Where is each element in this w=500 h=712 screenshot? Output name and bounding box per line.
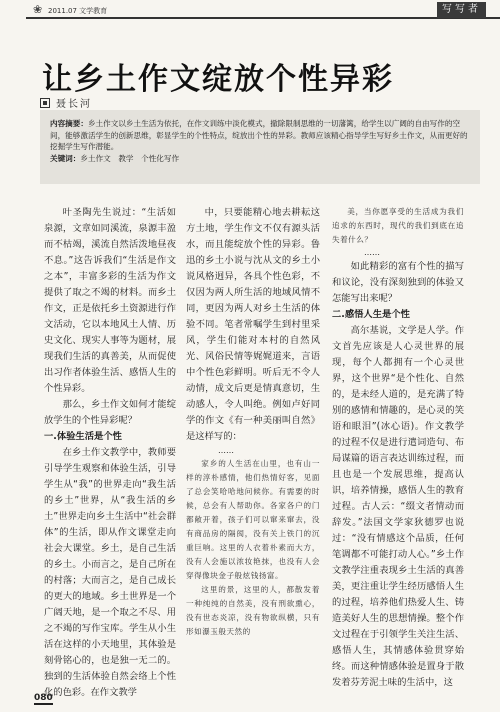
keywords-body: 乡土作文 教学 个性化写作 [80, 153, 180, 163]
paragraph: 在乡土作文教学中，教师要引导学生观察和体验生活，引导学生从“我”的世界走向“我生活的乡土”世界，从“我生活的乡土”世界走向乡土生活中“社会群体”的生活，即从作文课堂走向社会大课堂。乡土，是自己生活的乡土。小而言之，是自己所在的村落；大而言之，是自己成长的更大的地域。乡土世界是一个广阔天地，是一个取之不尽、用之不竭的写作宝库。学生从小生活在这样的小天地里，其体验是刻骨铭心的，也是独一无二的。独到的生活体验自然会络上个性化的色彩。在作文教学 [44, 447, 176, 698]
page-number: 080 [34, 693, 53, 703]
keywords-label: 关键词： [50, 153, 81, 163]
ellipsis: …… [364, 248, 380, 257]
article-title: 让乡土作文绽放个性异彩 [42, 62, 394, 97]
column-3 [332, 205, 464, 691]
section-heading-2: 二.感悟人生是个性 [332, 309, 410, 320]
author-marker-icon [40, 98, 50, 108]
paragraph: 中，只要能精心地去耕耘这方土地，学生作文不仅有源头活水，而且能绽放个性的异彩。鲁迅的乡土小说与沈从文的乡土小说风格迥异，各具个性色彩，不仅因为两人所生活的地域风情不同，更因为两人对乡土生活的体验不同。笔者常嘱学生到村里采风，学生们能对本村的自然风光、风俗民情等娓娓道来，言语中个性色彩鲜明。听后无不令人动情，成文后更是情真意切，生动感人，令人叫绝。例如卢好同学的作文《有一种美丽叫自然》是这样写的： [186, 207, 320, 442]
quoted-excerpt: 美，当你愿享受的生活成为我们追求的东西时，现代的我们到底在追失着什么？ [332, 207, 464, 244]
column-1 [44, 205, 176, 701]
paragraph: 高尔基说，文学是人学。作文首先应该是人心灵世界的展现，每个人都拥有一个心灵世界，这个世界“是个性化、自然的，是未经人道的，是充满了特别的感情和情趣的，是心灵的笑语和眼泪”(冰心语)。作文教学的过程不仅是进行遣词造句、布局谋篇的语言表达训练过程，而且也是一个发展思维，提高认识，培养情操，感悟人生的教育过程。古人云：“缀文者情动而辞发。”法国文学家狄德罗也说过：“没有情感这个品质，任何笔调都不可能打动人心。”乡土作文教学注重表现乡土生活的真善美，更注重让学生经历感悟人生的过程，培养他们热爱人生、铸造美好人生的思想情操。整个作文过程在于引领学生关注生活、感悟人生，其情感体验贯穿始终。而这种情感体验是置身于散发着芬芳泥土味的生活中，这 [332, 325, 464, 688]
paragraph: 如此精彩的富有个性的描写和议论，没有深刻独到的体验又怎能写出来呢？ [332, 261, 464, 304]
quoted-excerpt: 家乡的人生活在山里，也有山一样的淳朴感情，他们热情好客，见面了总会笑哈哈地问候你。有需要的时候，总会有人帮助你。各家各户的门都敞开着，孩子们可以窜来窜去，没有商品房的隔阂，没有关上铁门的沉重巨响。这里的人衣着朴素而大方，没有人会施以浓妆艳抹，也没有人会穿得像块金子般炫钱扬富。 [186, 459, 320, 580]
running-header [0, 0, 500, 26]
quoted-excerpt: 这里的景，这里的人，都散发着一种纯纯的自然美，没有刑欲熏心，没有世态炎凉，没有物欲纵横，只有形如瀑玉般天然的 [186, 585, 320, 636]
magazine-issue: 2011.07 文学教育 [48, 7, 108, 15]
author-line [40, 95, 92, 110]
section-heading-1: 一.体验生活是个性 [44, 431, 122, 442]
paragraph: 叶圣陶先生说过：“生活如泉源，文章如同溪流，泉源丰盈而不枯竭，溪流自然活泼地昼夜不息。”这告诉我们“生活是作文之本”，丰富多彩的生活为作文提供了取之不竭的材料。而乡土作文，正是依托乡土资源进行作文活动，它以本地风土人情、历史文化、现实人事等为题材，展现我们生活的真善美，从而促使出习作者体验生活、感悟人生的个性异彩。 [44, 207, 176, 394]
flower-icon: ❀ [33, 3, 43, 16]
column-2 [186, 205, 320, 639]
ellipsis: …… [218, 446, 234, 455]
abstract-box [40, 110, 480, 184]
abstract-body: 乡土作文以乡土生活为依托，在作文训练中淡化模式，撤除限制思维的一切藩篱，给学生以广阔的自由写作的空间，能够激活学生的创新思维，彰显学生的个性特点，绽放出个性的异彩。教师应该精心指导学生写好乡土作文，从而更好的挖掘学生写作潜能。 [50, 119, 468, 151]
author-name: 聂长河 [56, 99, 92, 110]
abstract-label: 内容摘要： [50, 119, 88, 128]
section-label: 写写者 [437, 2, 486, 18]
paragraph: 那么，乡土作文如何才能绽放学生的个性异彩呢？ [44, 399, 176, 426]
abstract-text [50, 118, 470, 153]
header-rule [26, 17, 500, 19]
keywords-line [50, 153, 470, 165]
